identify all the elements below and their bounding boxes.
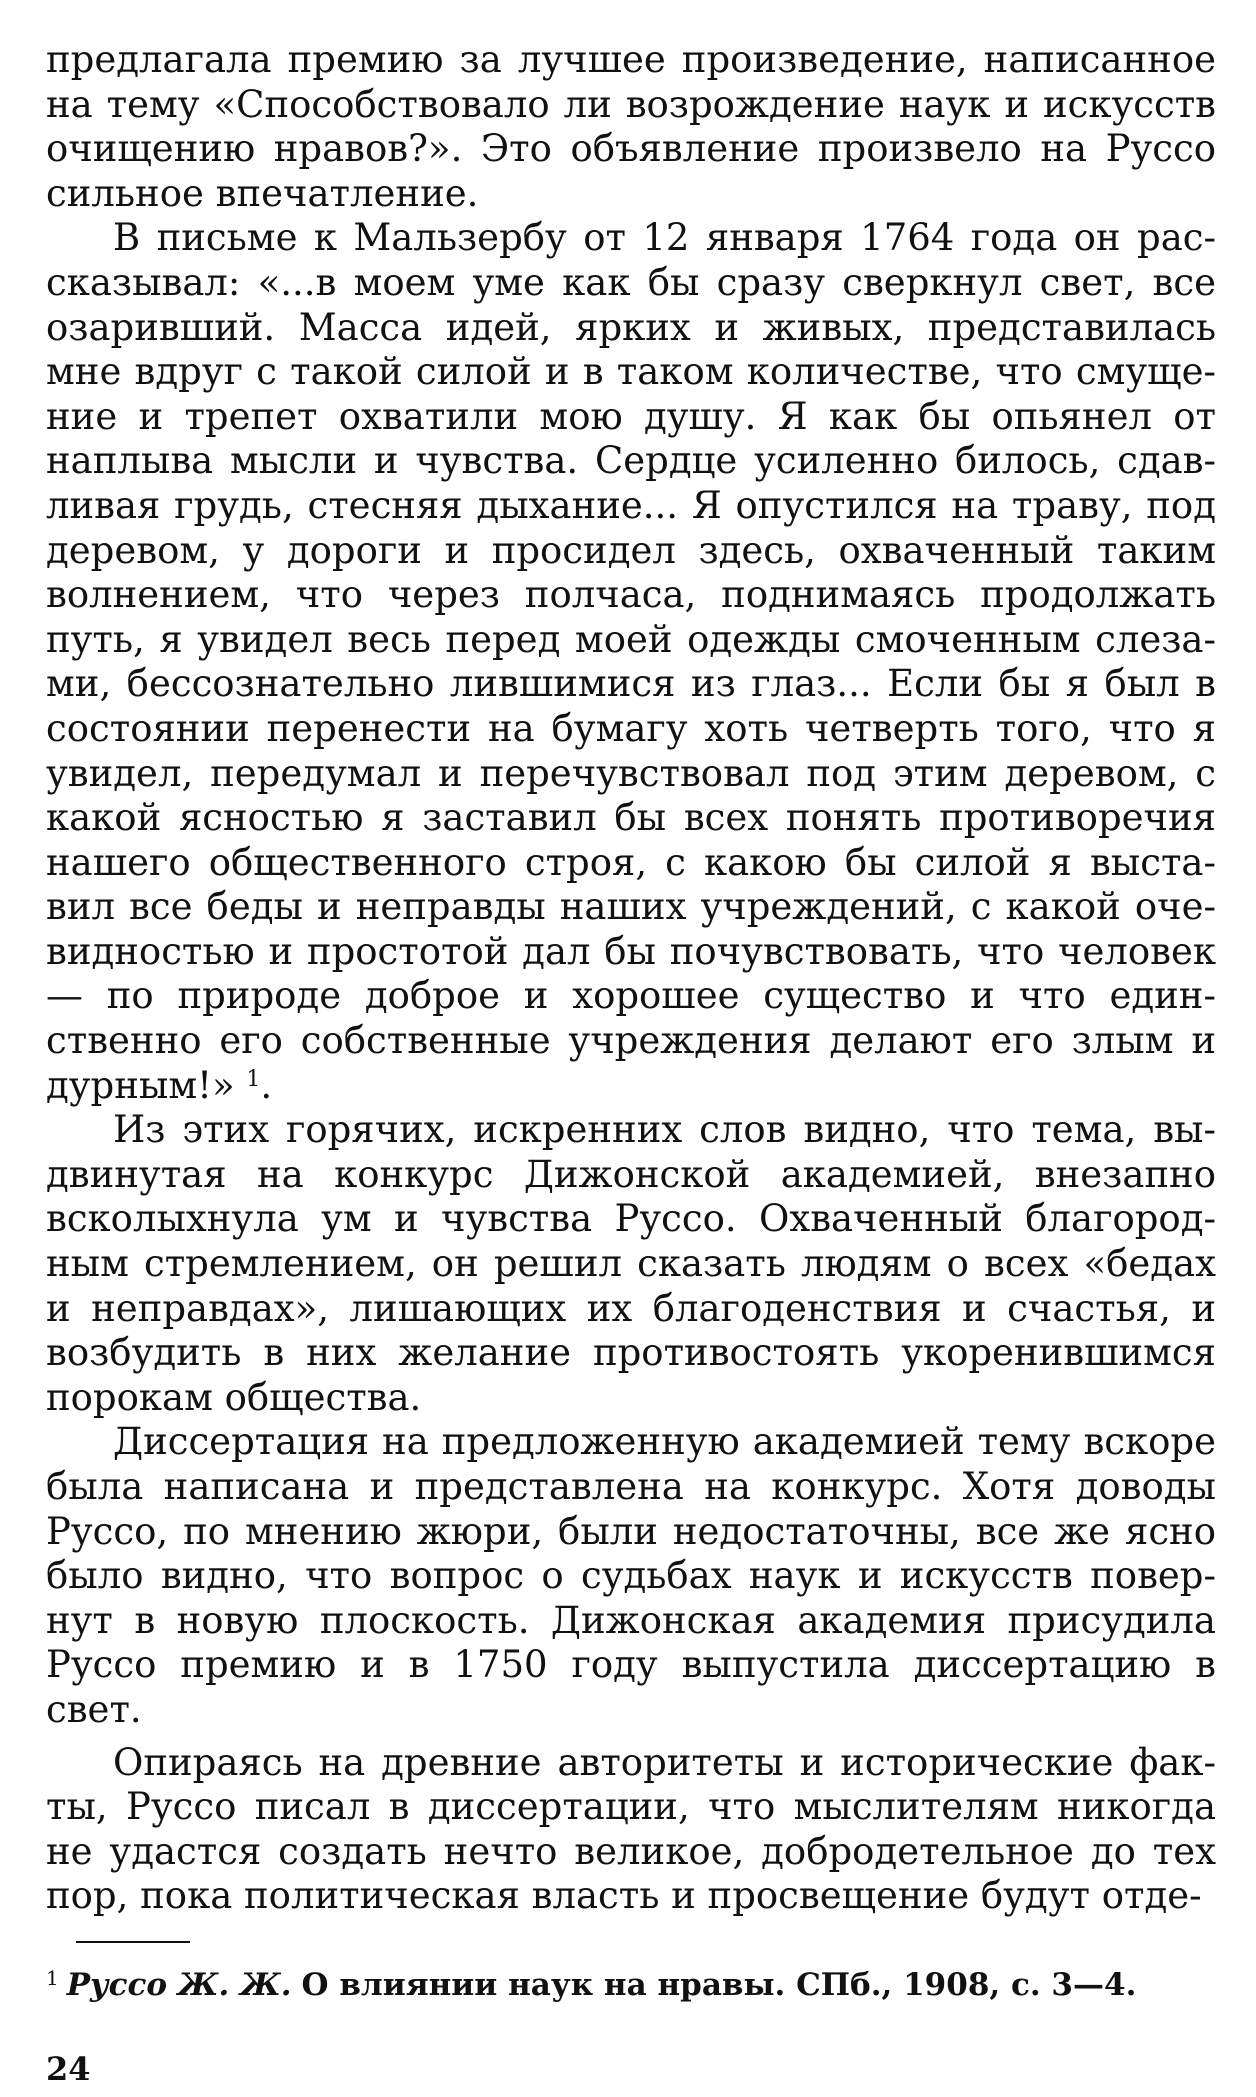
page-number: 24 bbox=[46, 2049, 91, 2088]
paragraph-1 bbox=[46, 38, 1216, 216]
paragraph-2: В письме к Мальзербу от 12 января 1764 года он рассказывал: «...в моем уме как бы сразу сверкнул свет, все озаривший. Масса идей, ярких и живых, представилась мне вдруг с такой силой и в таком количестве, что смущение и трепет охватили мою душу. Я как бы опьянел от наплыва мысли и чувства. Сердце усиленно билось, сдавливая грудь, стесняя дыхание... Я опустился на траву, под деревом, у дороги и просидел здесь, охваченный таким волнением, что через полчаса, поднимаясь продолжать путь, я увидел весь перед моей одежды смоченным слезами, бессознательно лившимися из глаз... Если бы я был в состоянии перенести на бумагу хоть четверть того, что я увидел, передумал и перечувствовал под этим деревом, с какой ясностью я заставил бы всех понять противоречия нашего общественного строя, с какою бы силой я выставил все беды и неправды наших учреждений, с какой очевидностью и простотой дал бы почувствовать, что человек — по природе доброе и хорошее существо и что единственно его собственные учреждения делают его злым и дурным!» $^1$. bbox=[46, 216, 1216, 1107]
paragraph-4 bbox=[46, 1420, 1216, 1732]
paragraph-3-text: Из этих горячих, искренних слов видно, что тема, выдвинутая на конкурс Дижонской академией, внезапно всколыхнула ум и чувства Руссо. Охваченный благородным стремлением, он решил сказать людям о всех «бедах и неправдах», лишающих их благоденствия и счастья, и возбудить в них желание противостоять укоренившимся порокам общества. bbox=[46, 1108, 1216, 1419]
footnote-divider bbox=[76, 1941, 190, 1943]
footnote-marker: 1 bbox=[46, 1965, 59, 1990]
footnote-author: Руссо Ж. Ж. bbox=[66, 1966, 292, 2003]
paragraph-3 bbox=[46, 1108, 1216, 1420]
paragraph-2-text: В письме к Мальзербу от 12 января 1764 года он рассказывал: «...в моем уме как бы сразу сверкнул свет, все озаривший. Масса идей, ярких и живых, представилась мне вдруг с такой силой и в таком количестве, что смущение и трепет охватили мою душу. Я как бы опьянел от наплыва мысли и чувства. Сердце усиленно билось, сдавливая грудь, стесняя дыхание... Я опустился на траву, под деревом, у дороги и просидел здесь, охваченный таким волнением, что через полчаса, поднимаясь продолжать путь, я увидел весь перед моей одежды смоченным слезами, бессознательно лившимися из глаз... Если бы я был в состоянии перенести на бумагу хоть четверть того, что я увидел, передумал и перечувствовал под этим деревом, с какой ясностью я заставил бы всех понять противоречия нашего общественного строя, с какою бы силой я выставил все беды и неправды наших учреждений, с какой очевидностью и простотой дал бы почувствовать, что человек — по природе доброе и хорошее существо и что единственно его собственные учреждения делают его злым и дурным!» bbox=[46, 216, 1216, 1107]
footnote bbox=[46, 1959, 1216, 2004]
footnote-reference: 1 bbox=[246, 1066, 261, 1092]
paragraph-5-text: Опираясь на древние авторитеты и исторические факты, Руссо писал в диссертации, что мыслителям никогда не удастся создать нечто великое, добродетельное до тех пор, пока политическая власть и просвещение будут отде- bbox=[46, 1740, 1216, 1918]
book-page bbox=[46, 38, 1216, 2088]
footnote-text: О влиянии наук на нравы. СПб., 1908, с. 3—4. bbox=[301, 1966, 1137, 2003]
paragraph-5 bbox=[46, 1741, 1216, 1919]
paragraph-1-text: предлагала премию за лучшее произведение, написанное на тему «Способствовало ли возрождение наук и искусств очищению нравов?». Это объявление произвело на Руссо сильное впечатление. bbox=[46, 38, 1216, 215]
paragraph-4-text: Диссертация на предложенную академией тему вскоре была написана и представлена на конкурс. Хотя доводы Руссо, по мнению жюри, были недостаточны, все же ясно было видно, что вопрос о судьбах наук и искусств повернут в новую плоскость. Дижонская академия присудила Руссо премию и в 1750 году выпустила диссертацию в свет. bbox=[46, 1420, 1216, 1731]
